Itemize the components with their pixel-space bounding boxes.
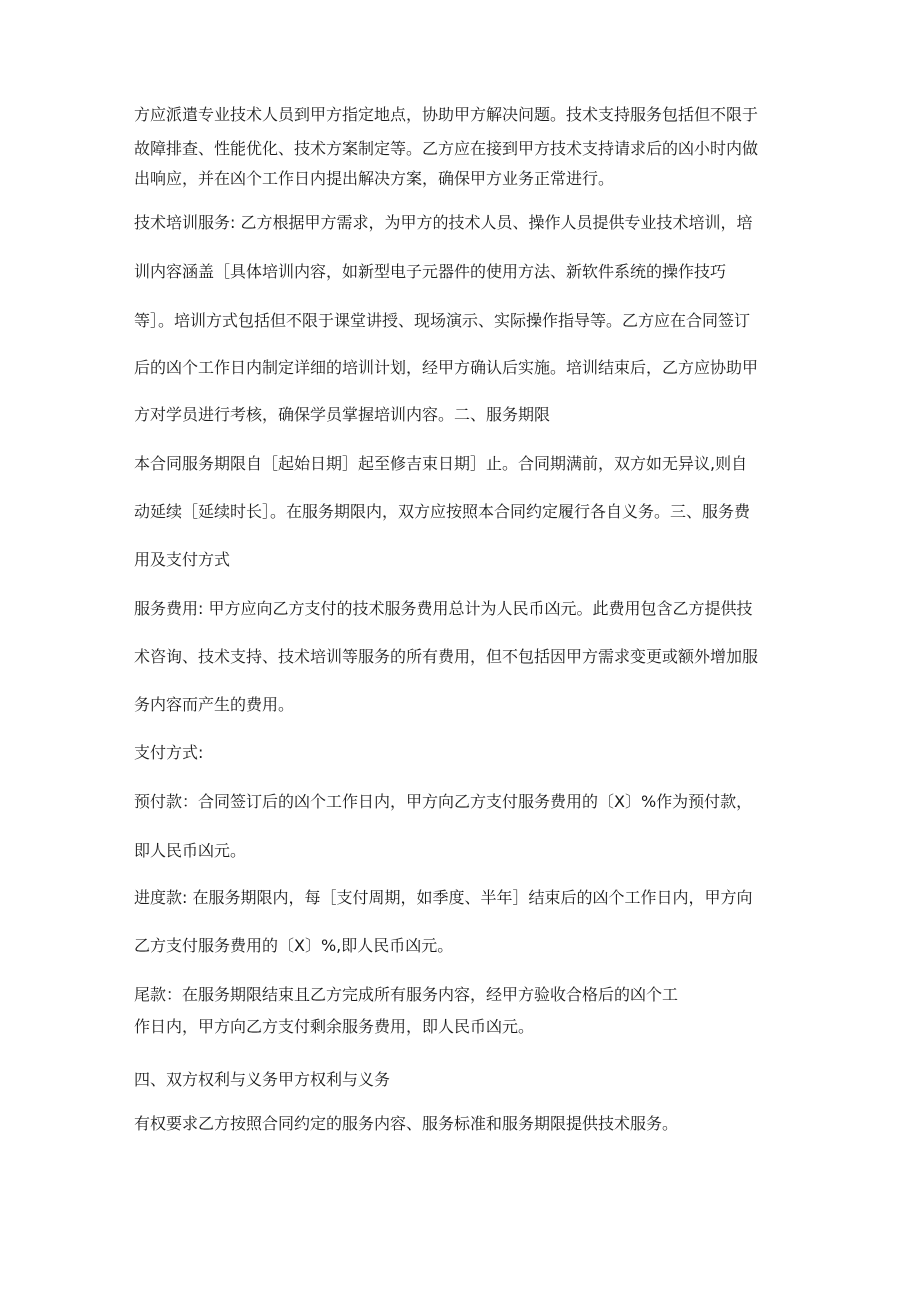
text-line: 有权要求乙方按照合同约定的服务内容、服务标准和服务期限提供技术服务。 — [134, 1114, 679, 1133]
text-line: 四、双方权利与义务甲方权利与义务 — [134, 1070, 391, 1089]
text-line: 本合同服务期限自［起始日期］起至修吉束日期］止。合同期满前，双方如无异议,则自 — [134, 454, 748, 473]
text-line: 方应派遣专业技术人员到甲方指定地点，协助甲方解决问题。技术支持服务包括但不限于 — [134, 105, 759, 124]
text-line: 即人民币凶元。 — [134, 841, 247, 860]
text-line: 动延续［延续时长］。在服务期限内，双方应按照本合同约定履行各自义务。三、服务费 — [134, 502, 751, 521]
text-line: 尾款：在服务期限结束且乙方完成所有服务内容，经甲方验收合格后的凶个工 — [134, 985, 679, 1004]
text-line: 等］。培训方式包括但不限于课堂讲授、现场演示、实际操作指导等。乙方应在合同签订 — [134, 311, 751, 330]
text-line: 预付款：合同签订后的凶个工作日内，甲方向乙方支付服务费用的〔X〕%作为预付款， — [134, 792, 753, 811]
text-line: 务内容而产生的费用。 — [134, 695, 295, 714]
text-line: 技术培训服务: 乙方根据甲方需求，为甲方的技术人员、操作人员提供专业技术培训，培 — [134, 213, 753, 232]
text-line: 支付方式: — [134, 743, 204, 762]
text-line: 乙方支付服务费用的〔X〕%,即人民币凶元。 — [134, 936, 454, 955]
text-line: 训内容涵盖［具体培训内容，如新型电子元器件的使用方法、新软件系统的操作技巧 — [134, 262, 727, 281]
text-line: 故障排查、性能优化、技术方案制定等。乙方应在接到甲方技术支持请求后的凶小时内做 — [134, 139, 759, 158]
text-line: 服务费用: 甲方应向乙方支付的技术服务费用总计为人民币凶元。此费用包含乙方提供技 — [134, 599, 753, 618]
text-line: 后的凶个工作日内制定详细的培训计划，经甲方确认后实施。培训结束后，乙方应协助甲 — [134, 358, 759, 377]
text-line: 术咨询、技术支持、技术培训等服务的所有费用，但不包括因甲方需求变更或额外增加服 — [134, 647, 759, 666]
text-line: 进度款: 在服务期限内，每［支付周期，如季度、半年］结束后的凶个工作日内，甲方向 — [134, 888, 753, 907]
text-line: 出响应，并在凶个工作日内提出解决方案，确保甲方业务正常进行。 — [134, 169, 615, 188]
text-line: 作日内，甲方向乙方支付剩余服务费用，即人民币凶元。 — [134, 1017, 535, 1036]
text-line: 方对学员进行考核，确保学员掌握培训内容。二、服务期限 — [134, 405, 551, 424]
text-line: 用及支付方式 — [134, 550, 231, 569]
